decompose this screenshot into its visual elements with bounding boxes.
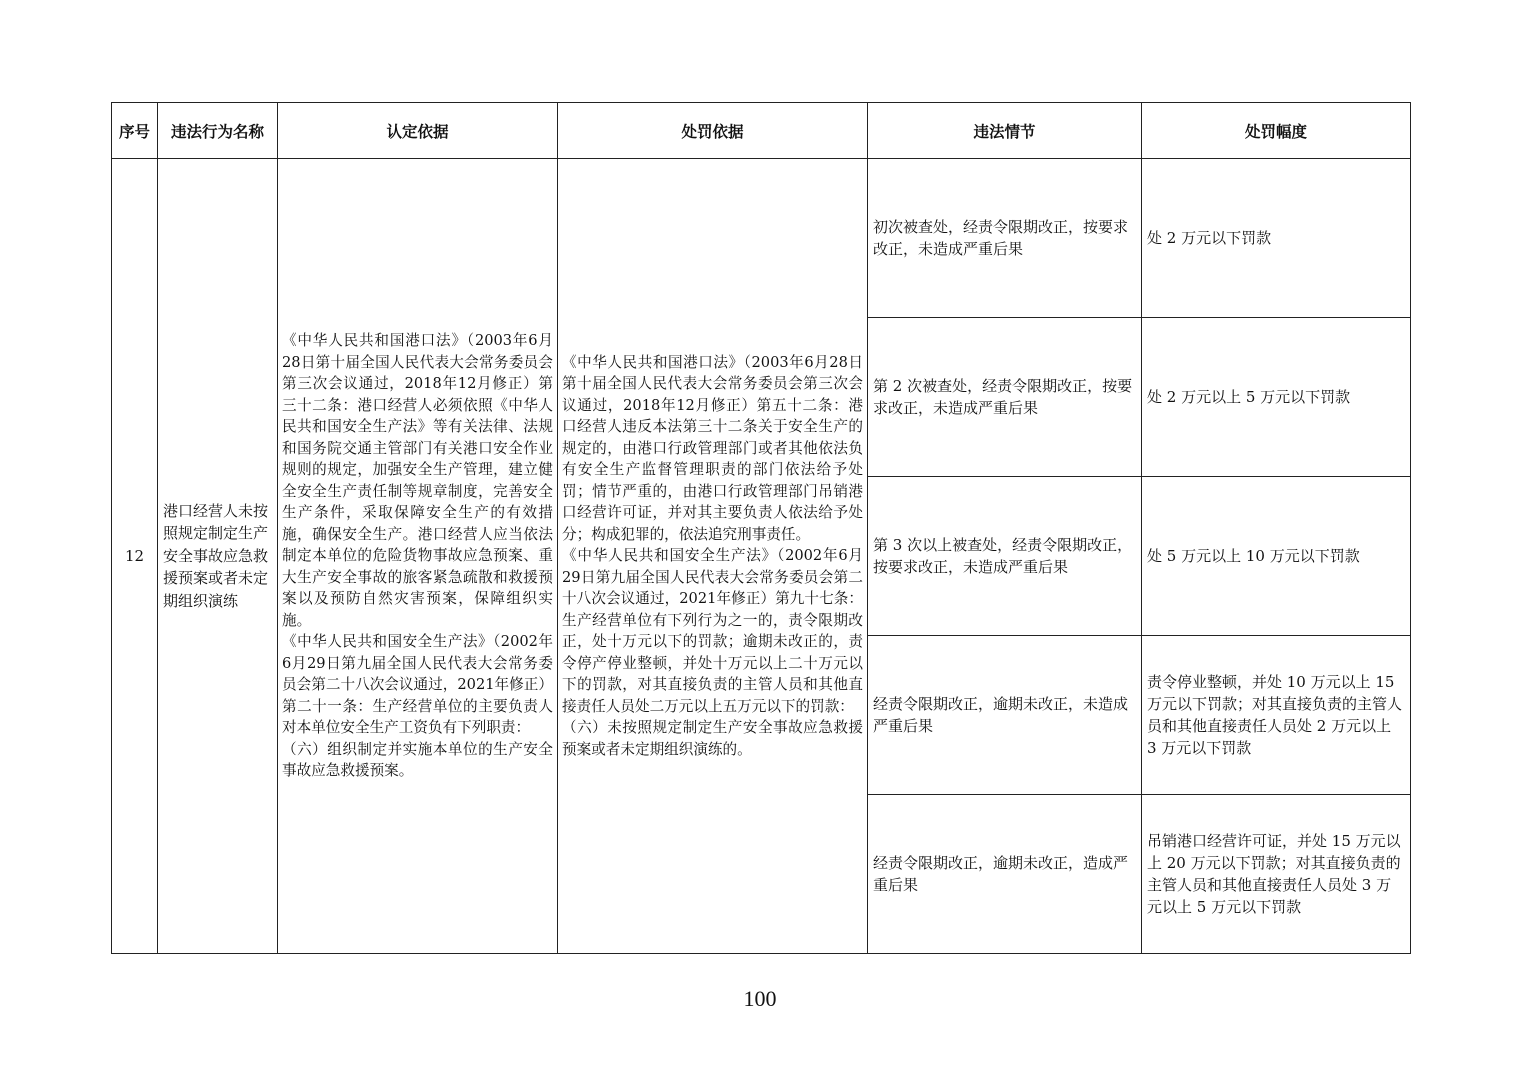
header-penalty-basis: 处罚依据 <box>558 103 868 159</box>
header-recognition-basis: 认定依据 <box>278 103 558 159</box>
circumstance-cell: 初次被查处，经责令限期改正，按要求改正，未造成严重后果 <box>868 159 1142 318</box>
penalty-basis <box>558 159 868 954</box>
header-penalty-range: 处罚幅度 <box>1142 103 1411 159</box>
violation-name: 港口经营人未按照规定制定生产安全事故应急救援预案或者未定期组织演练 <box>158 159 278 954</box>
penalty-cell: 责令停业整顿，并处 10 万元以上 15 万元以下罚款；对其直接负责的主管人员和其他直接责任人员处 2 万元以上 3 万元以下罚款 <box>1142 636 1411 795</box>
recognition-paragraph: （六）组织制定并实施本单位的生产安全事故应急救援预案。 <box>282 740 553 780</box>
circumstance-cell: 第 2 次被查处，经责令限期改正，按要求改正，未造成严重后果 <box>868 318 1142 477</box>
row-seq: 12 <box>112 159 158 954</box>
penalty-cell: 吊销港口经营许可证，并处 15 万元以上 20 万元以下罚款；对其直接负责的主管人员和其他直接责任人员处 3 万元以上 5 万元以下罚款 <box>1142 795 1411 954</box>
circumstance-cell: 第 3 次以上被查处，经责令限期改正，按要求改正，未造成严重后果 <box>868 477 1142 636</box>
circumstance-cell: 经责令限期改正，逾期未改正，未造成严重后果 <box>868 636 1142 795</box>
recognition-paragraph: 《中华人民共和国港口法》（2003年6月28日第十届全国人民代表大会常务委员会第三次会议通过，2018年12月修正）第三十二条：港口经营人必须依照《中华人民共和国安全生产法》等有关法律、法规和国务院交通主管部门有关港口安全作业规则的规定，加强安全生产管理，建立健全安全生产责任制等规章制度，完善安全生产条件，采取保障安全生产的有效措施，确保安全生产。港口经营人应当依法制定本单位的危险货物事故应急预案、重大生产安全事故的旅客紧急疏散和救援预案以及预防自然灾害预案，保障组织实施。 <box>282 332 553 629</box>
penalty-standard-table <box>111 102 1411 954</box>
header-seq: 序号 <box>112 103 158 159</box>
penalty-cell: 处 2 万元以下罚款 <box>1142 159 1411 318</box>
penalty-basis-paragraph: （六）未按照规定制定生产安全事故应急救援预案或者未定期组织演练的。 <box>562 719 863 758</box>
circumstance-cell: 经责令限期改正，逾期未改正，造成严重后果 <box>868 795 1142 954</box>
penalty-cell: 处 5 万元以上 10 万元以下罚款 <box>1142 477 1411 636</box>
table-row <box>112 159 1411 318</box>
header-violation-name: 违法行为名称 <box>158 103 278 159</box>
penalty-cell: 处 2 万元以上 5 万元以下罚款 <box>1142 318 1411 477</box>
penalty-basis-paragraph: 《中华人民共和国港口法》（2003年6月28日第十届全国人民代表大会常务委员会第三次会议通过，2018年12月修正）第五十二条：港口经营人违反本法第三十二条关于安全生产的规定的，由港口行政管理部门或者其他依法负有安全生产监督管理职责的部门依法给予处罚；情节严重的，由港口行政管理部门吊销港口经营许可证，并对其主要负责人依法给予处分；构成犯罪的，依法追究刑事责任。 <box>562 353 863 543</box>
recognition-paragraph: 《中华人民共和国安全生产法》（2002年6月29日第九届全国人民代表大会常务委员会第二十八次会议通过，2021年修正）第二十一条：生产经营单位的主要负责人对本单位安全生产工资负有下列职责： <box>282 633 553 737</box>
penalty-basis-paragraph: 《中华人民共和国安全生产法》（2002年6月29日第九届全国人民代表大会常务委员会第二十八次会议通过，2021年修正）第九十七条：生产经营单位有下列行为之一的，责令限期改正，处十万元以下的罚款；逾期未改正的，责令停产停业整顿，并处十万元以上二十万元以下的罚款，对其直接负责的主管人员和其他直接责任人员处二万元以上五万元以下的罚款： <box>562 547 863 715</box>
page-number: 100 <box>743 986 777 1011</box>
header-circumstance: 违法情节 <box>868 103 1142 159</box>
recognition-basis <box>278 159 558 954</box>
header-row <box>112 103 1411 159</box>
